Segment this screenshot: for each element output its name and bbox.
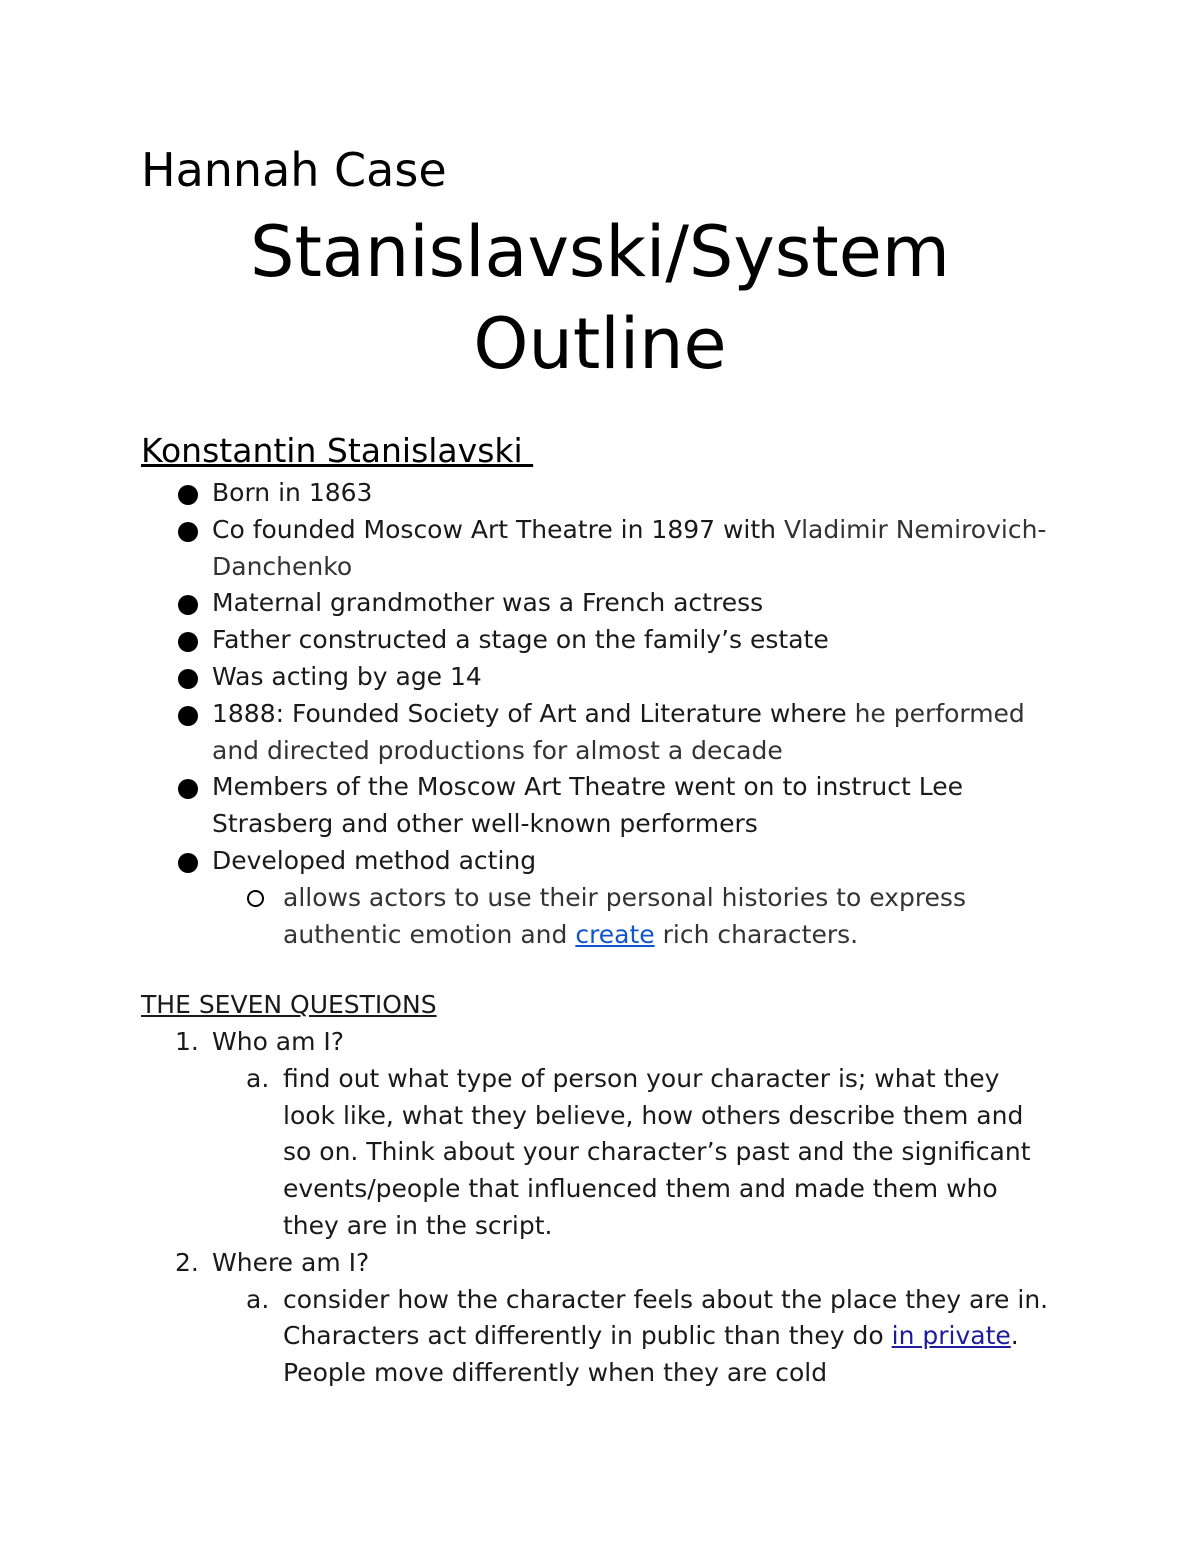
bullet-text: Developed method acting — [212, 845, 537, 875]
question-answer-item — [0, 1061, 1053, 1245]
sub-bullet-text-end: rich characters. — [654, 919, 859, 949]
bullet-text: 1888: Founded Society of Art and Literature where — [212, 698, 855, 728]
title-line-1: Stanislavski/System — [250, 211, 950, 293]
bullet-item — [0, 622, 1052, 659]
bullet-dot-icon — [178, 632, 198, 652]
bullet-item — [0, 475, 1052, 512]
author-name: Hannah Case — [141, 143, 447, 197]
bullet-item — [0, 512, 1052, 586]
bullet-item — [0, 696, 1052, 770]
section-heading-stanislavski: Konstantin Stanislavski — [141, 431, 534, 470]
question-item — [0, 1024, 1052, 1061]
answer-letter: a. — [246, 1284, 270, 1314]
bullet-dot-icon — [178, 485, 198, 505]
bullet-text: Born in 1863 — [212, 478, 373, 507]
sub-bullet-item — [0, 880, 1053, 954]
answer-text-end: . People move differently when they are cold — [283, 1321, 1019, 1388]
in-private-link[interactable]: in private — [891, 1321, 1011, 1351]
bullet-dot-icon — [178, 779, 198, 799]
create-link[interactable]: create — [575, 919, 655, 949]
title-line-2: Outline — [473, 303, 727, 385]
bullet-dot-icon — [178, 522, 198, 542]
biography-bullet-list — [0, 475, 1200, 953]
question-text: Who am I? — [212, 1027, 345, 1056]
seven-questions-list — [0, 1024, 1200, 1392]
bullet-text-tail: Vladimir Nemirovich-Danchenko — [212, 514, 1047, 581]
bullet-dot-icon — [178, 595, 198, 615]
question-answer-item — [0, 1282, 1053, 1392]
question-item — [0, 1245, 1052, 1282]
document-title — [0, 206, 1200, 390]
bullet-text: Members of the Moscow Art Theatre went on to instruct Lee Strasberg and other well-known performers — [212, 772, 963, 839]
answer-text: consider how the character feels about the place they are in. Characters act differently in public than they do — [283, 1284, 1049, 1351]
answer-text: find out what type of person your character is; what they look like, what they believe, how others describe them and so on. Think about your character’s past and the significant events/people that influenced them and made them who they are in the script. — [283, 1063, 1031, 1240]
bullet-item — [0, 659, 1052, 696]
bullet-item — [0, 769, 1052, 843]
bullet-item — [0, 843, 1052, 880]
question-number: 1. — [175, 1027, 199, 1056]
bullet-text-tail: he performed and directed productions for almost a decade — [212, 698, 1025, 765]
bullet-dot-icon — [178, 853, 198, 873]
section-heading-seven-questions: THE SEVEN QUESTIONS — [141, 990, 437, 1019]
bullet-dot-icon — [178, 706, 198, 726]
bullet-text: Co founded Moscow Art Theatre in 1897 with — [212, 514, 784, 544]
question-text: Where am I? — [212, 1247, 370, 1277]
bullet-text: Was acting by age 14 — [212, 661, 482, 691]
bullet-item — [0, 585, 1052, 622]
answer-letter: a. — [246, 1063, 270, 1093]
sub-bullet-text: allows actors to use their personal histories to express authentic emotion and — [283, 882, 966, 949]
bullet-text: Maternal grandmother was a French actress — [212, 588, 764, 618]
hollow-circle-bullet-icon — [247, 890, 264, 907]
question-number: 2. — [175, 1247, 199, 1277]
bullet-text: Father constructed a stage on the family’s estate — [212, 625, 829, 655]
bullet-dot-icon — [178, 669, 198, 689]
